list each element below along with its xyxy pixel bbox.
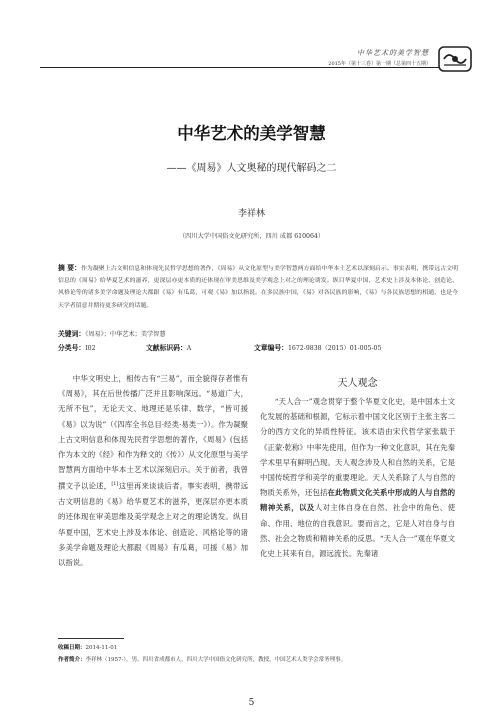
article-number: 文章编号：1672-9838（2015）01-005-05 (254, 344, 382, 352)
body-right-column (260, 394, 455, 561)
abstract-text: 作为凝聚上古文明信息和体现先民哲学思想的著作，《周易》从文化原型与美学智慧两方面给中华本土艺术以深刻启示。事实表明，携带远古文明信息的《周易》给华夏艺术的滋养，更深层亦更本质的还体现在审美思维及美学观念上对之的理论诱发。纵目华夏中国，艺术史上涉及本体论、创造论、风格论等的诸多美学命题及理论大都跟《易》有瓜葛，可观《易》加以指说。在多民族中国，《易》对各民族的影响，《易》与各民族思想的相通，也是今天学者留意并期待更多研究的话题。 (58, 266, 458, 309)
journal-logo-icon (435, 45, 475, 73)
document-code: 文献标识码：A (146, 344, 192, 352)
header-rule (40, 67, 440, 68)
citation-ref: [1] (111, 481, 119, 488)
article-title: 中华艺术的美学智慧 (177, 124, 326, 143)
page-number: 5 (248, 698, 255, 708)
abstract (58, 262, 458, 312)
author-name: 李祥林 (237, 209, 265, 219)
journal-name: 中华艺术的美学智慧 (357, 49, 429, 57)
author-affiliation: （四川大学中国俗文化研究所，四川 成都 610064） (178, 233, 325, 240)
body-paragraph: 中华文明史上，相传古有“三易”，而全貌得存者惟有《周易》，其在后世传播广泛并且影响深远。“易道广大，无所不包”，无论天文、地理还是乐律、数学，“皆可援《易》以为说”（《四库全书总目·经类·易类一》）。作为凝聚上古文明信息和体现先民哲学思想的著作，《周易》(包括作为本文的《经》和作为释文的《传》）从文化原型与美学智慧两方面给中华本土艺术以深刻启示。关于前者，我曾撰文予以论述，[1]这里再来谈谈后者。事实表明，携带远古文明信息的《易》给华夏艺术的滋养，更深层亦更本质的还体现在审美思维及美学观念上对之的理论诱发。纵目华夏中国，艺术史上涉及本体论、创造论、风格论等的诸多美学命题及理论大都跟《周易》有瓜葛，可援《易》加以指说。 (58, 374, 248, 567)
section-heading: 天人观念 (337, 378, 378, 389)
issue-line: 2015年（第十三卷）第一期（总第四十五期） (328, 61, 431, 67)
keywords (58, 328, 166, 338)
abstract-label: 摘 要： (58, 264, 81, 272)
footnote-rule (58, 638, 124, 639)
keywords-text: 《周易》；中华艺术；美学智慧 (85, 331, 166, 338)
classification-number: 分类号：I02 (58, 344, 96, 352)
author-bio: 作者简介：李祥林（1957-），男，四川省成都市人，四川大学中国俗文化研究所，教授，中国艺术人类学会常务理事。 (58, 657, 347, 663)
keywords-label: 关键词： (58, 330, 86, 338)
article-subtitle: ——《周易》人文奥秘的现代解码之二 (166, 163, 337, 174)
body-left-column (58, 371, 248, 570)
received-date: 收稿日期：2014-11-01 (58, 645, 118, 651)
body-paragraph: “天人合一”观念贯穿于整个华夏文化史，是中国本土文化发展的基础和根源，它标示着中国文化区别于主张主客二分的西方文化的异质性特征。该术语由宋代哲学家张载于《正蒙·乾称》中率先使用，但作为一种文化意识，其在先秦学术里早有鲜明凸现。天人观念涉及人和自然的关系，它是中国传统哲学和美学的重要理论。天人关系除了人与自然的物质关系外，还包括在此物质文化关系中形成的人与自然的精神关系，以及人对主体自身在自然、社会中的角色、使命、作用、地位的自我意识。要而言之，它是人对自身与自然、社会之物质和精神关系的反思。“天人合一”观在华夏文化史上其来有自，源远流长。先秦诸 (260, 397, 455, 559)
